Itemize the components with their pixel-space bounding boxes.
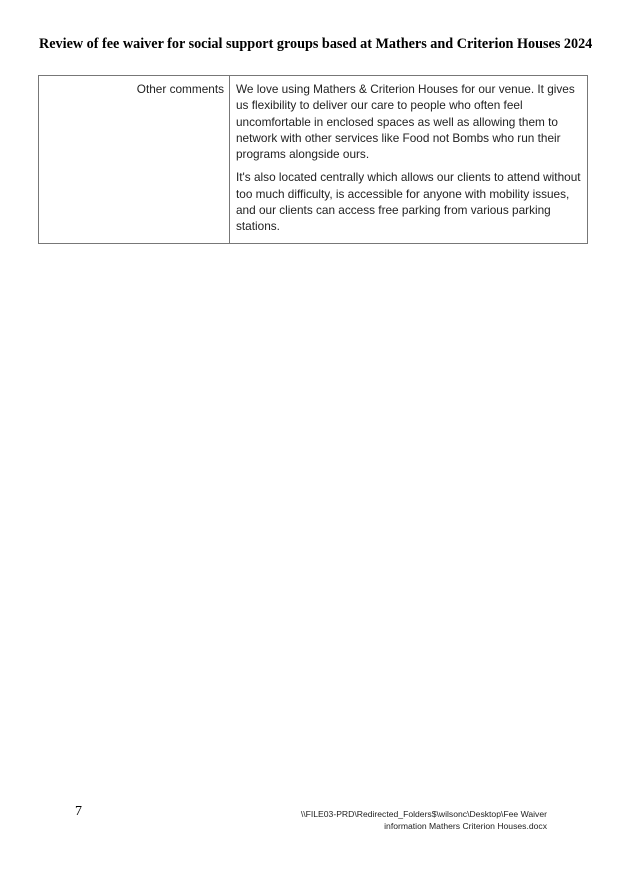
footer-file-path [290, 808, 547, 832]
page-number: 7 [75, 804, 82, 819]
comment-paragraph: It's also located centrally which allows our clients to attend without too much difficulty, is accessible for anyone with mobility issues, and our clients can access free parking from various parking stations. [236, 170, 581, 234]
footer-path-line: information Mathers Criterion Houses.docx [384, 821, 547, 831]
other-comments-content [230, 76, 587, 243]
comment-paragraph: We love using Mathers & Criterion Houses for our venue. It gives us flexibility to deliver our care to people who often feel uncomfortable in enclosed spaces as well as allowing them to network with other services like Food not Bombs who run their programs alongside ours. [236, 82, 575, 162]
footer-path-line: \\FILE03-PRD\Redirected_Folders$\wilsonc\Desktop\Fee Waiver [300, 809, 547, 819]
comments-table [38, 75, 588, 244]
other-comments-label: Other comments [39, 76, 230, 243]
document-title: Review of fee waiver for social support groups based at Mathers and Criterion Houses 2024 [39, 36, 593, 52]
